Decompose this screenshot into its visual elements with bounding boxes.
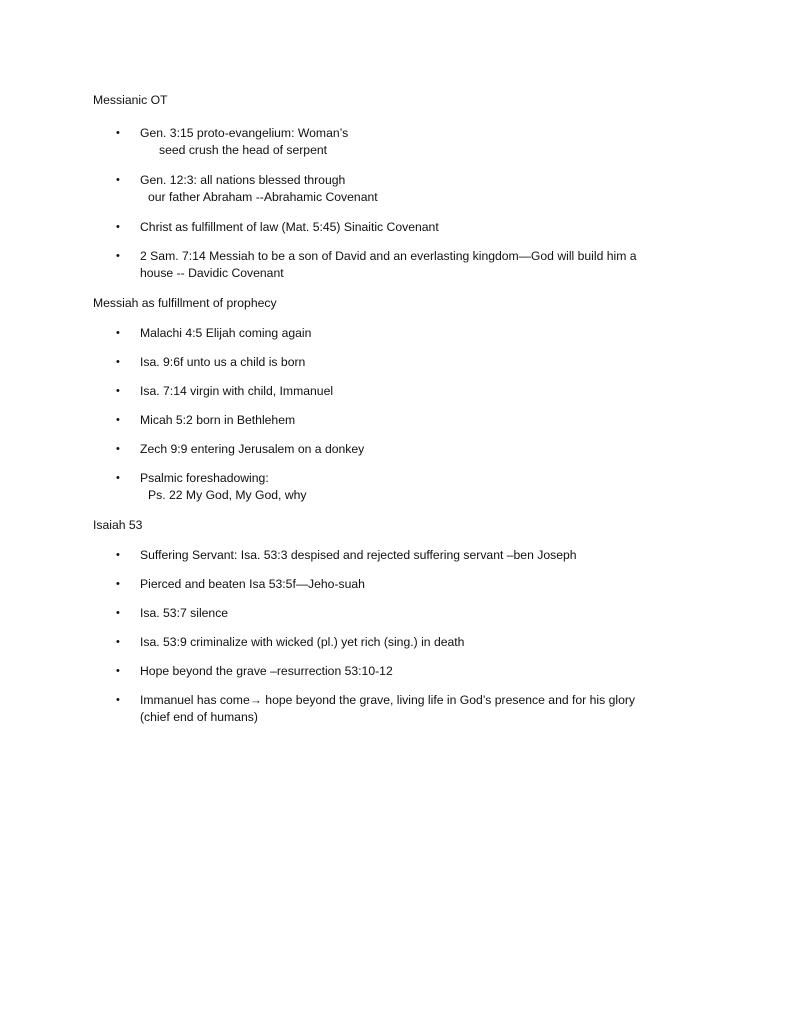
list-item-line: house -- Davidic Covenant: [140, 266, 284, 280]
list-item-line: (chief end of humans): [140, 710, 258, 724]
list-item: [116, 172, 691, 206]
list-item-line: Isa. 7:14 virgin with child, Immanuel: [140, 384, 334, 398]
bullet-icon: •: [116, 694, 120, 706]
list-item: [116, 383, 691, 400]
list-item-line: Gen. 3:15 proto-evangelium: Woman’s: [140, 126, 349, 140]
list-item: [116, 547, 691, 564]
bullet-icon: •: [116, 221, 120, 233]
bullet-icon: •: [116, 414, 120, 426]
list-item: [116, 125, 691, 159]
list-item-line: our father Abraham --Abrahamic Covenant: [148, 190, 378, 204]
list-item-line: Zech 9:9 entering Jerusalem on a donkey: [140, 442, 365, 456]
list-item-line: Ps. 22 My God, My God, why: [148, 488, 307, 502]
bullet-icon: •: [116, 327, 120, 339]
list-item-line: Immanuel has come→ hope beyond the grave, living life in God’s presence and for his glory: [140, 693, 635, 707]
section-heading-messianic-ot: Messianic OT: [93, 93, 168, 107]
list-item-line: Gen. 12:3: all nations blessed through: [140, 173, 346, 187]
list-item: [116, 692, 691, 726]
list-item: [116, 412, 691, 429]
list-item-line: Psalmic foreshadowing:: [140, 471, 269, 485]
list-item: [116, 441, 691, 458]
bullet-icon: •: [116, 174, 120, 186]
section-heading-isaiah-53: Isaiah 53: [93, 518, 143, 532]
list-item-line: Isa. 9:6f unto us a child is born: [140, 355, 306, 369]
bullet-icon: •: [116, 636, 120, 648]
list-item: [116, 470, 691, 504]
list-item: [116, 325, 691, 342]
list-item-line: seed crush the head of serpent: [159, 143, 328, 157]
bullet-icon: •: [116, 549, 120, 561]
list-item-line: Christ as fulfillment of law (Mat. 5:45) Sinaitic Covenant: [140, 220, 439, 234]
list-item: [116, 219, 691, 236]
list-item-line: Pierced and beaten Isa 53:5f—Jeho-suah: [140, 577, 365, 591]
list-item: [116, 605, 691, 622]
list-item: [116, 634, 691, 651]
bullet-icon: •: [116, 578, 120, 590]
list-item: [116, 663, 691, 680]
bullet-icon: •: [116, 127, 120, 139]
list-item: [116, 248, 691, 282]
bullet-icon: •: [116, 385, 120, 397]
section-heading-prophecy: Messiah as fulfillment of prophecy: [93, 296, 277, 310]
list-item-line: Micah 5:2 born in Bethlehem: [140, 413, 296, 427]
bullet-icon: •: [116, 472, 120, 484]
list-item-line: 2 Sam. 7:14 Messiah to be a son of David and an everlasting kingdom—God will build him a: [140, 249, 637, 263]
bullet-icon: •: [116, 443, 120, 455]
bullet-icon: •: [116, 356, 120, 368]
bullet-icon: •: [116, 250, 120, 262]
bullet-icon: •: [116, 607, 120, 619]
bullet-icon: •: [116, 665, 120, 677]
list-item-line: Hope beyond the grave –resurrection 53:10-12: [140, 664, 393, 678]
list-item-line: Isa. 53:7 silence: [140, 606, 229, 620]
list-item-line: Suffering Servant: Isa. 53:3 despised and rejected suffering servant –ben Joseph: [140, 548, 577, 562]
list-item-line: Isa. 53:9 criminalize with wicked (pl.) yet rich (sing.) in death: [140, 635, 465, 649]
list-item: [116, 576, 691, 593]
list-item: [116, 354, 691, 371]
list-item-line: Malachi 4:5 Elijah coming again: [140, 326, 312, 340]
